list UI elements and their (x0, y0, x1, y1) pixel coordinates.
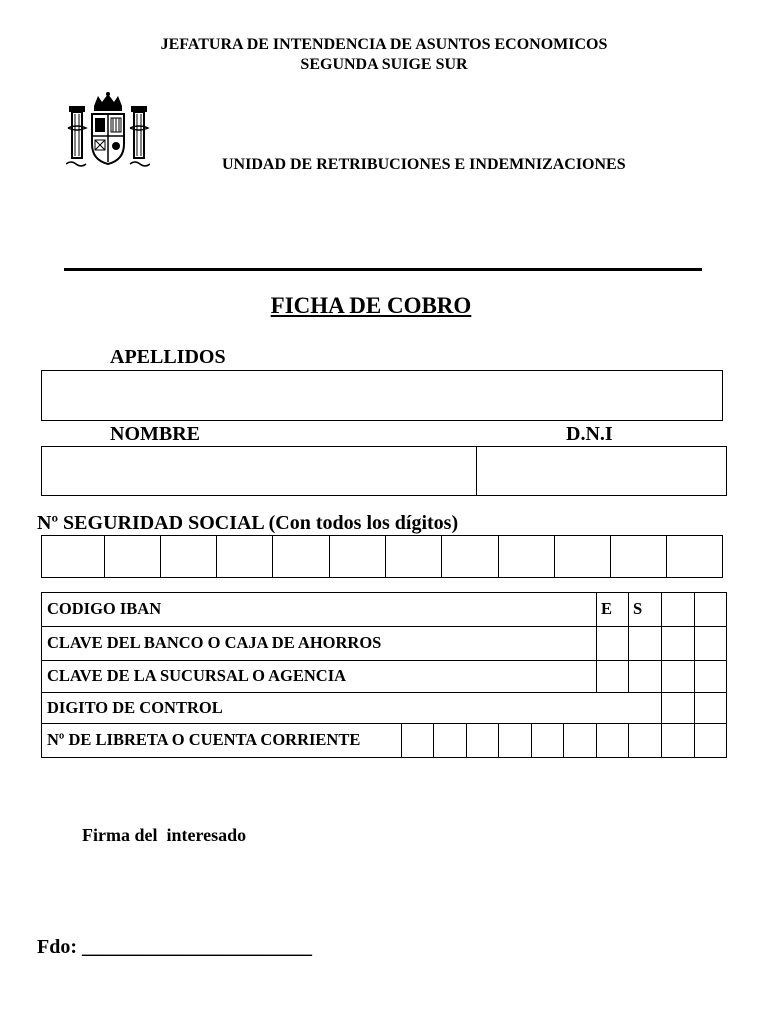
cuenta-label-cell (41, 723, 402, 758)
apellidos-field[interactable] (41, 370, 723, 421)
iban-label-cell (41, 592, 597, 627)
sucursal-label: CLAVE DE LA SUCURSAL O AGENCIA (47, 666, 347, 685)
ss-digit-cell[interactable] (554, 535, 611, 578)
iban-label: CODIGO IBAN (47, 599, 162, 618)
banco-label: CLAVE DEL BANCO O CAJA DE AHORROS (47, 633, 382, 652)
fdo-line[interactable]: Fdo: _______________________ (37, 936, 312, 958)
cuenta-digit-cell[interactable] (661, 723, 695, 758)
coat-of-arms-spain-icon (66, 92, 150, 170)
control-digit-cell[interactable] (694, 692, 727, 724)
iban-prefix-e: E (601, 599, 613, 618)
banco-digit-cell[interactable] (694, 626, 727, 661)
banco-digit-cell[interactable] (596, 626, 629, 661)
cuenta-digit-cell[interactable] (628, 723, 662, 758)
nombre-field[interactable] (41, 446, 477, 496)
page-title: FICHA DE COBRO (270, 293, 472, 318)
iban-prefix-cell (628, 592, 662, 627)
control-digit-cell[interactable] (661, 692, 695, 724)
cuenta-label: Nº DE LIBRETA O CUENTA CORRIENTE (47, 730, 361, 749)
banco-label-cell (41, 626, 597, 661)
control-label: DIGITO DE CONTROL (47, 698, 223, 717)
divider (64, 268, 702, 271)
ss-digit-cell[interactable] (441, 535, 499, 578)
cuenta-digit-cell[interactable] (498, 723, 532, 758)
header-line-2: SEGUNDA SUIGE SUR (300, 56, 468, 73)
sucursal-digit-cell[interactable] (694, 660, 727, 693)
banco-digit-cell[interactable] (661, 626, 695, 661)
ss-digit-cell[interactable] (666, 535, 723, 578)
sucursal-label-cell (41, 660, 597, 693)
unit-title: UNIDAD DE RETRIBUCIONES E INDEMNIZACIONES (222, 156, 626, 173)
iban-digit-cell[interactable] (694, 592, 727, 627)
sucursal-digit-cell[interactable] (628, 660, 662, 693)
dni-label: D.N.I (566, 423, 613, 445)
cuenta-digit-cell[interactable] (401, 723, 434, 758)
iban-digit-cell[interactable] (661, 592, 695, 627)
cuenta-digit-cell[interactable] (563, 723, 597, 758)
cuenta-digit-cell[interactable] (433, 723, 467, 758)
apellidos-label: APELLIDOS (110, 346, 226, 368)
sucursal-digit-cell[interactable] (596, 660, 629, 693)
ss-digit-cell[interactable] (41, 535, 105, 578)
ss-digit-cell[interactable] (160, 535, 217, 578)
header-line-1: JEFATURA DE INTENDENCIA DE ASUNTOS ECONOMICOS (160, 36, 608, 53)
iban-prefix-cell (596, 592, 629, 627)
dni-field[interactable] (476, 446, 727, 496)
iban-prefix-s: S (633, 599, 643, 618)
firma-label: Firma del interesado (82, 825, 247, 845)
cuenta-digit-cell[interactable] (694, 723, 727, 758)
cuenta-digit-cell[interactable] (531, 723, 564, 758)
ss-digit-cell[interactable] (385, 535, 442, 578)
ss-digit-cell[interactable] (610, 535, 667, 578)
ss-digit-cell[interactable] (272, 535, 330, 578)
ss-digit-cell[interactable] (216, 535, 273, 578)
ss-digit-cell[interactable] (498, 535, 555, 578)
cuenta-digit-cell[interactable] (596, 723, 629, 758)
ss-digit-cell[interactable] (329, 535, 386, 578)
banco-digit-cell[interactable] (628, 626, 662, 661)
cuenta-digit-cell[interactable] (466, 723, 499, 758)
nombre-label: NOMBRE (110, 423, 200, 445)
seguridad-social-label: Nº SEGURIDAD SOCIAL (Con todos los dígitos) (37, 512, 459, 534)
ss-digit-cell[interactable] (104, 535, 161, 578)
control-label-cell (41, 692, 662, 724)
sucursal-digit-cell[interactable] (661, 660, 695, 693)
